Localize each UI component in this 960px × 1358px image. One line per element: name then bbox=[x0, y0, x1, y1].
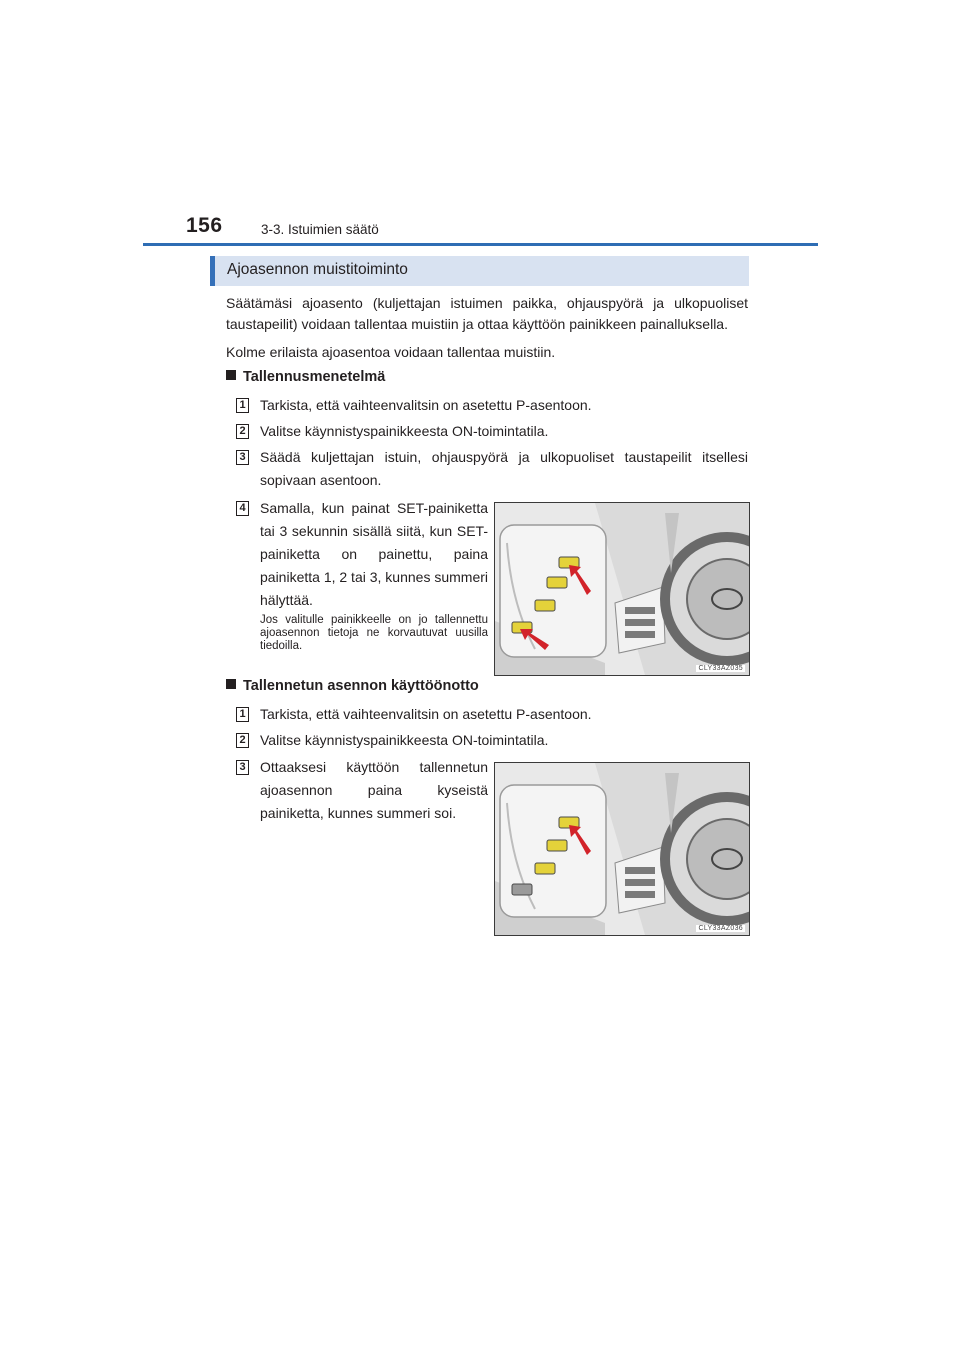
save-step-3: Säädä kuljettajan istuin, ohjauspyörä ja ulkopuoliset taustapeilit itsellesi sopivaan asentoon. bbox=[260, 449, 748, 488]
step-number-badge: 1 bbox=[236, 398, 249, 413]
save-heading-text: Tallennusmenetelmä bbox=[243, 369, 386, 385]
recall-heading-text: Tallennetun asennon käyttöönotto bbox=[243, 678, 479, 694]
save-heading bbox=[226, 369, 385, 385]
figure-code: CLY33AZ035 bbox=[698, 665, 743, 672]
recall-heading bbox=[226, 678, 479, 694]
topic-title: Ajoasennon muistitoiminto bbox=[227, 261, 408, 278]
step-number-badge: 4 bbox=[236, 501, 249, 516]
step-number-badge: 3 bbox=[236, 450, 249, 465]
step-number-badge: 2 bbox=[236, 424, 249, 439]
header-divider bbox=[143, 243, 818, 246]
memory-buttons-illustration-set bbox=[494, 502, 750, 676]
step-number-badge: 3 bbox=[236, 760, 249, 775]
section-title: 3-3. Istuimien säätö bbox=[261, 222, 379, 237]
page-number: 156 bbox=[186, 214, 223, 237]
save-step-2: Valitse käynnistyspainikkeesta ON-toimintatila. bbox=[260, 423, 549, 439]
intro-note: Kolme erilaista ajoasentoa voidaan tallentaa muistiin. bbox=[226, 344, 556, 360]
square-bullet-icon bbox=[226, 679, 236, 689]
save-note: Jos valitulle painikkeelle on jo tallennettu ajoasennon tietoja ne korvautuvat uusilla tiedoilla. bbox=[260, 614, 488, 652]
memory-buttons-illustration-recall bbox=[494, 762, 750, 936]
intro-paragraph: Säätämäsi ajoasento (kuljettajan istuimen paikka, ohjauspyörä ja ulkopuoliset taustapeilit) voidaan tallentaa muistiin ja ottaa käyttöön painikkeen painalluksella. bbox=[226, 295, 748, 332]
save-step-1: Tarkista, että vaihteenvalitsin on asetettu P-asentoon. bbox=[260, 397, 592, 413]
step-number-badge: 1 bbox=[236, 707, 249, 722]
save-step-4: Samalla, kun painat SET-painiketta tai 3 sekunnin sisällä siitä, kun SET-painiketta on painettu, paina painiketta 1, 2 tai 3, kunnes summeri hälyttää. bbox=[260, 500, 489, 608]
topic-heading-bar bbox=[210, 256, 749, 286]
recall-step-3: Ottaaksesi käyttöön tallennetun ajoasennon paina kyseistä painiketta, kunnes summeri soi. bbox=[260, 759, 488, 821]
recall-step-2: Valitse käynnistyspainikkeesta ON-toimintatila. bbox=[260, 732, 549, 748]
recall-step-1: Tarkista, että vaihteenvalitsin on asetettu P-asentoon. bbox=[260, 706, 592, 722]
figure-code: CLY33AZ036 bbox=[698, 925, 743, 932]
step-number-badge: 2 bbox=[236, 733, 249, 748]
square-bullet-icon bbox=[226, 370, 236, 380]
